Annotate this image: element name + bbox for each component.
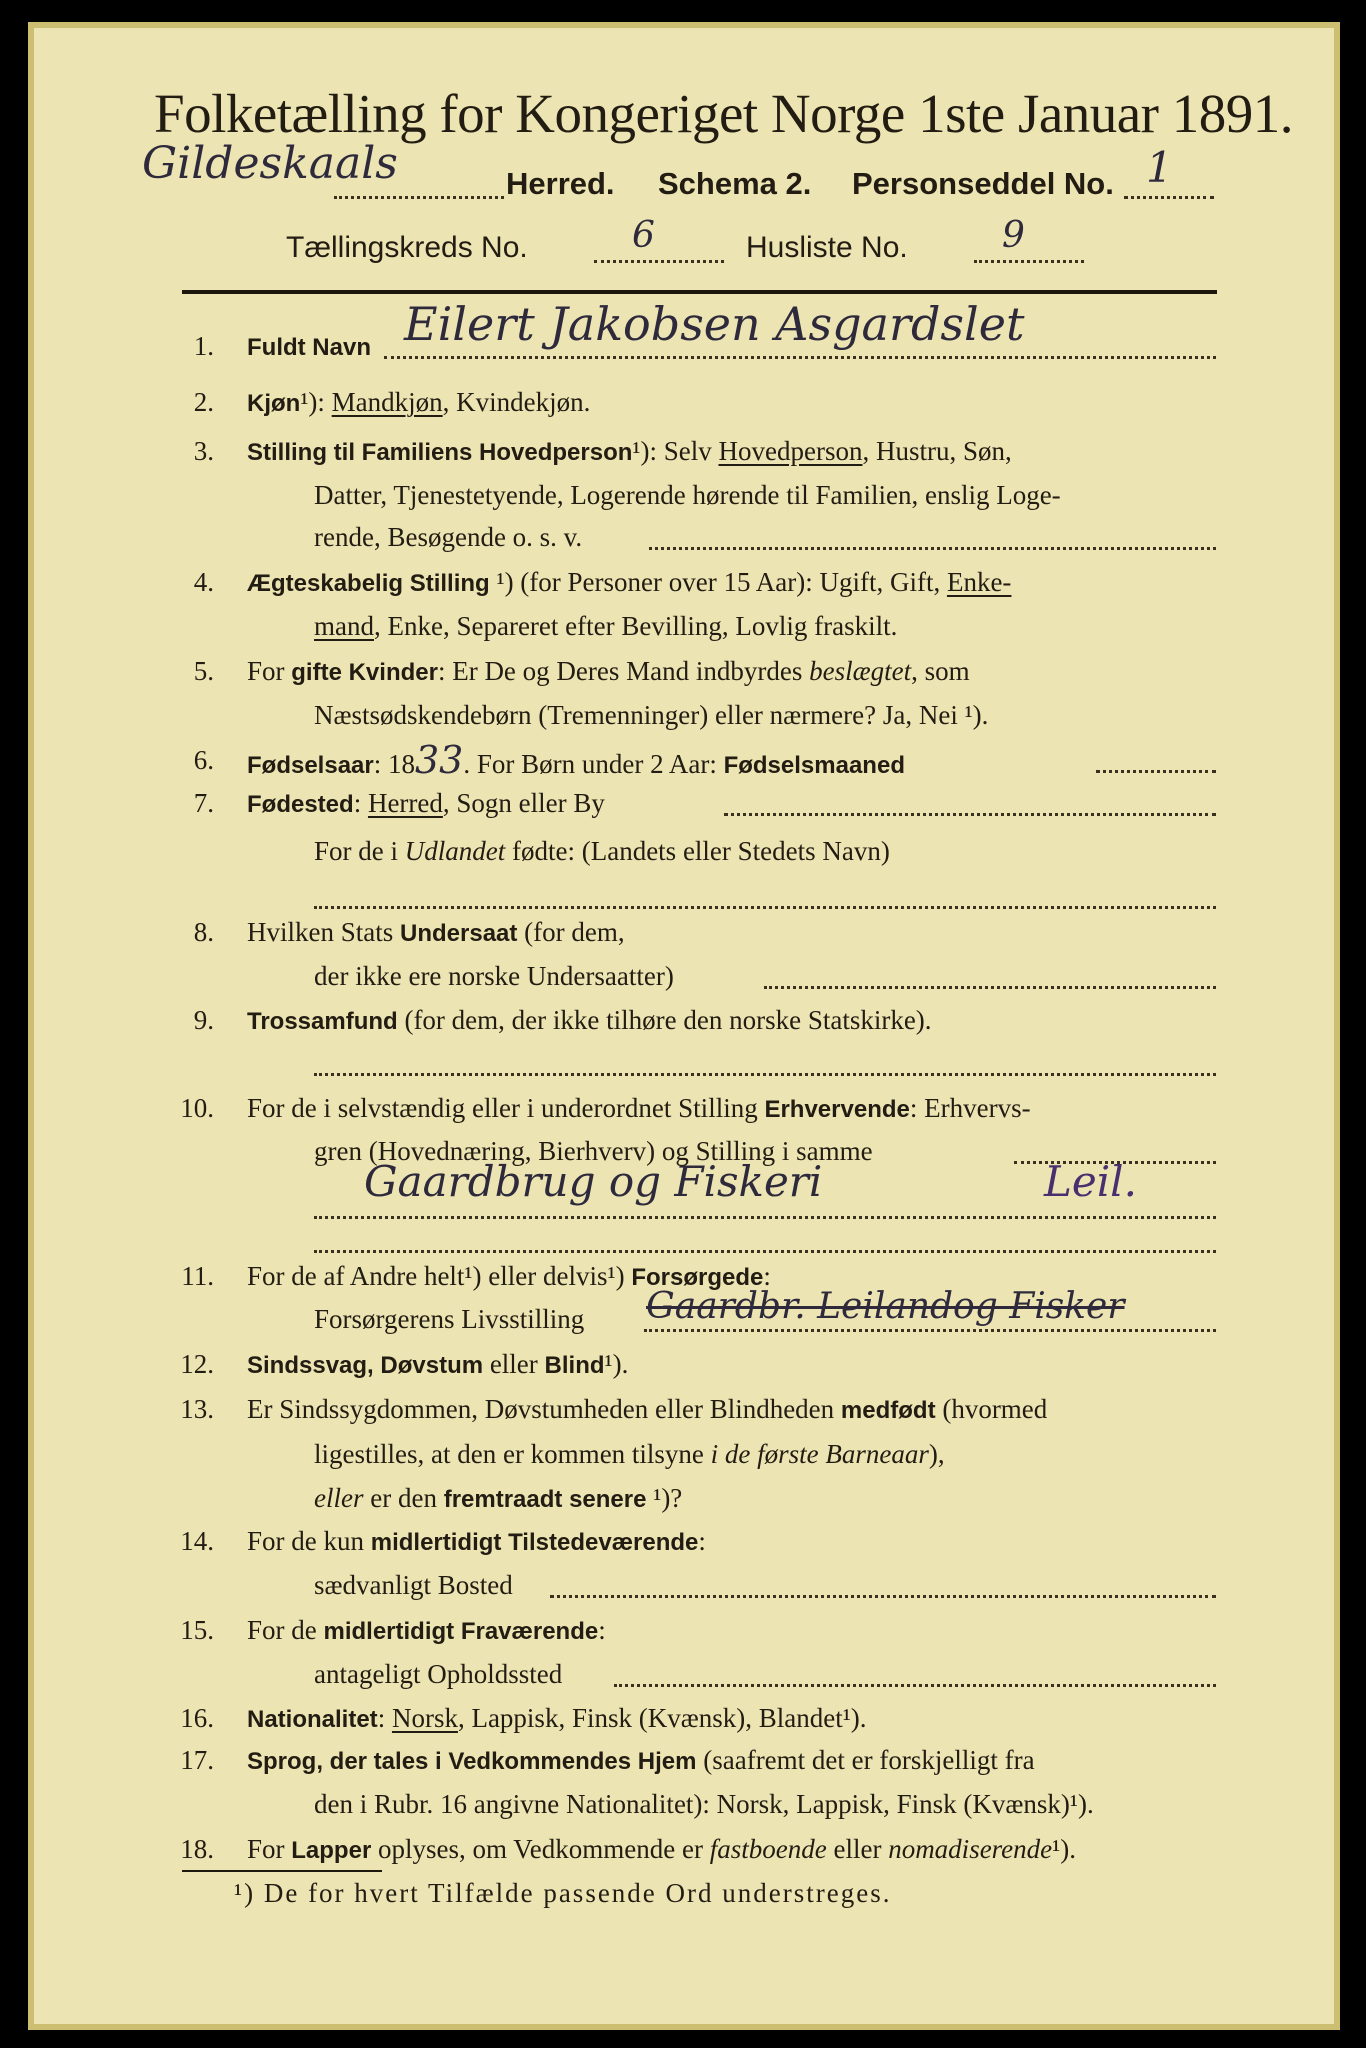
personseddel-label: Personseddel No. [852,166,1114,201]
provider-value: Gaardbr. Leilandog Fisker [646,1286,1125,1327]
kreds-number: 6 [632,215,655,256]
option-herred: Herred [367,788,443,818]
census-form: Folketælling for Kongeriget Norge 1ste Januar 1891. Gildeskaals Herred. Schema 2. Personseddel No. 1 Tællingskreds No. 6 Husliste No. 9 1. Fuldt Navn Eilert Jakobsen Asgardslet 2. Kjøn¹): Mandkjøn, Kvindekjøn. 3. Stilling til Familiens Hovedperson¹): Selv Hovedperson, Hustru, Søn, Datter, Tjenestetyende, Logerende hørende til Familien, enslig Loge- rende, Besøgende o. s. v. 4. Ægteskabelig Stilling ¹) (for Personer over 15 Aar): Ugift, Gift, Enke- mand, Enke, Separeret efter Bevilling, Lovlig fraskilt. 5. For gifte Kvinder: Er De og Deres Mand indbyrdes beslægtet, som Næstsødskendebørn (Tremenninger) eller nærmere? Ja, Nei ¹). 6. Fødselsaar: 1833. For Børn under 2 Aar: Fødselsmaaned 7. Fødested: Herred, Sogn eller By For de i Udlandet fødte: (Landets eller Stedets Navn) 8. Hvilken Stats Undersaat (for dem, der ikke ere norske Undersaatter) 9. Trossamfund (for dem, der ikke tilhøre den norske Statskirke). 10. For de i selvstændig eller i underordnet Stilling Erhvervende: Erhvervs- gren (Hovednæring, Bierhverv) og Stilling i samme Gaardbrug og Fiskeri Leil. 11. For de af Andre helt¹) eller delvis¹) Forsørgede: Forsørgerens Livsstilling Gaardbr. Leilandog Fisker 12. Sindssvag, Døvstum eller Blind¹). 13. Er Sindssygdommen, Døvstumheden eller Blindheden medfødt (hvormed ligestilles, at den er kommen tilsyne i de første Barneaar), eller er den fremtraadt senere ¹)? 14. For de kun midlertidigt Tilstedeværende: sædvanligt Bosted 15. For de midlertidigt Fraværende: antageligt Opholdssted 16. Nationalitet: Norsk, Lappisk, Finsk (Kvænsk), Blandet¹). 17. Sprog, der tales i Vedkommendes Hjem (saafremt det er forskjelligt fra den i Rubr. 16 angivne Nationalitet): Norsk, Lappisk, Finsk (Kvænsk)¹). 18. For Lapper oplyses, om Vedkommende er fastboende eller nomadiserende¹). ¹) De for hvert Tilfælde passende Ord understreges. [28,22,1340,2030]
husliste-number: 9 [1002,215,1025,256]
schema-label: Schema 2. [658,166,812,201]
full-name-value: Eilert Jakobsen Asgardslet [404,297,1025,351]
option-hovedperson: Hovedperson [718,436,863,466]
footnote: ¹) De for hvert Tilfælde passende Ord understreges. [234,1878,892,1908]
kreds-label: Tællingskreds No. [286,231,528,264]
birth-year-value: 33 [415,738,464,782]
option-mandkjon: Mandkjøn [331,387,443,417]
full-name-label: Fuldt Navn [247,334,371,361]
herred-name: Gildeskaals [142,138,398,189]
footnote-rule [182,1870,382,1872]
occupation-position: Leil. [1044,1157,1137,1206]
option-enkemand: Enke- [946,567,1012,597]
form-title: Folketælling for Kongeriget Norge 1ste Januar 1891. [154,83,1293,144]
personseddel-number: 1 [1146,143,1173,192]
herred-label: Herred. [506,166,615,201]
option-norsk: Norsk [391,1703,458,1733]
header-rule [182,290,1217,294]
husliste-label: Husliste No. [746,231,908,264]
occupation-value: Gaardbrug og Fiskeri [364,1157,823,1206]
